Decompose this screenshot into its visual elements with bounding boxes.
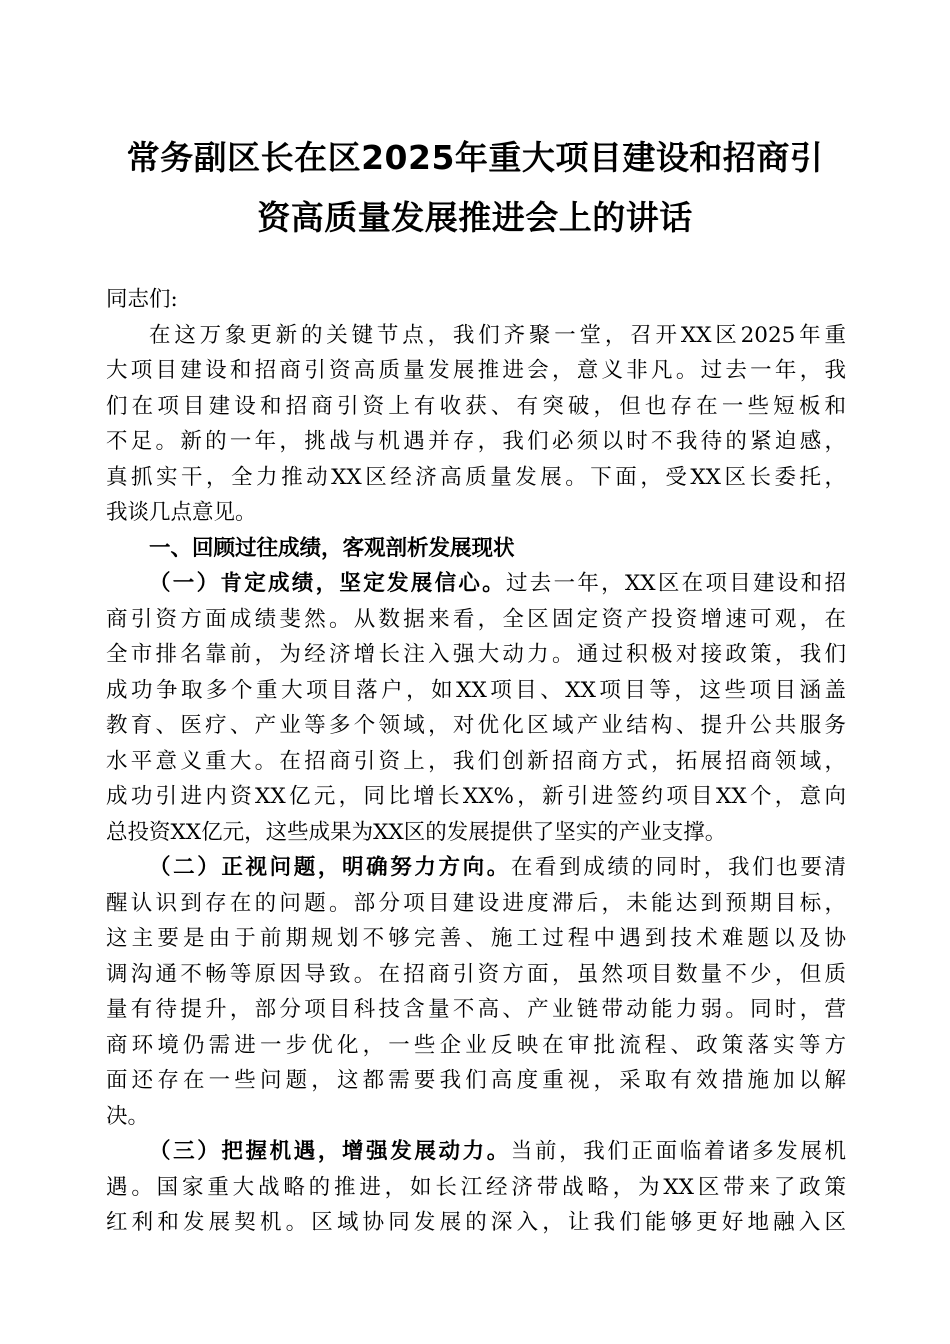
text-line: 不足。新的一年，挑战与机遇并存，我们必须以时不我待的紧迫感，: [106, 429, 846, 454]
text-line: 调沟通不畅等原因导致。在招商引资方面，虽然项目数量不少，但质: [106, 961, 846, 987]
text-line: 全市排名靠前，为经济增长注入强大动力。通过积极对接政策，我们: [106, 642, 846, 667]
text-line: [106, 566, 846, 602]
paragraph-achievements: [106, 566, 846, 850]
text-line: 面还存在一些问题，这都需要我们高度重视，采取有效措施加以解: [106, 1068, 846, 1093]
text-line: 商环境仍需进一步优化，一些企业反映在审批流程、政策落实等方: [106, 1032, 846, 1058]
text-line: 醒认识到存在的问题。部分项目建设进度滞后，未能达到预期目标，: [106, 890, 846, 916]
title-line-1: 常务副区长在区2025年重大项目建设和招商引: [126, 138, 824, 177]
text-line: 们在项目建设和招商引资上有收获、有突破，但也存在一些短板和: [106, 393, 846, 419]
text-line: [106, 1134, 846, 1170]
text-line: 决。: [106, 1103, 150, 1129]
paragraph-lead: （三）把握机遇，增强发展动力。: [149, 1139, 511, 1164]
paragraph-lead: （一）肯定成绩，坚定发展信心。: [149, 571, 506, 596]
salutation: 同志们:: [106, 287, 178, 312]
paragraph-lead: （二）正视问题，明确努力方向。: [149, 855, 511, 880]
text-line: [106, 850, 846, 886]
text-line: 在这万象更新的关键节点，我们齐聚一堂，召开XX区2025年重: [149, 322, 846, 348]
intro-paragraph: [106, 318, 846, 531]
text-line: 大项目建设和招商引资高质量发展推进会，意义非凡。过去一年，我: [106, 358, 846, 383]
text-line: 成功争取多个重大项目落户，如XX项目、XX项目等，这些项目涵盖: [106, 677, 846, 703]
document-title: [100, 128, 850, 248]
text-line: 这主要是由于前期规划不够完善、施工过程中遇到技术难题以及协: [106, 926, 846, 951]
text-line: 总投资XX亿元，这些成果为XX区的发展提供了坚实的产业支撑。: [106, 819, 727, 845]
paragraph-first-text: 当前，我们正面临着诸多发展机: [510, 1139, 846, 1164]
text-line: 商引资方面成绩斐然。从数据来看，全区固定资产投资增速可观，在: [106, 606, 846, 632]
text-line: 红利和发展契机。区域协同发展的深入，让我们能够更好地融入区: [106, 1210, 846, 1235]
paragraph-problems: [106, 850, 846, 1134]
document-body: [106, 282, 846, 1241]
title-line-2: 资高质量发展推进会上的讲话: [257, 198, 693, 237]
text-line: 我谈几点意见。: [106, 500, 257, 525]
text-line: 成功引进内资XX亿元，同比增长XX%，新引进签约项目XX个，意向: [106, 784, 846, 809]
paragraph-first-text: 过去一年，XX区在项目建设和招: [505, 571, 846, 596]
text-line: 水平意义重大。在招商引资上，我们创新招商方式，拓展招商领域，: [106, 748, 846, 774]
section-heading: 一、回顾过往成绩，客观剖析发展现状: [149, 535, 515, 561]
paragraph-opportunities: [106, 1134, 846, 1241]
text-line: 量有待提升，部分项目科技含量不高、产业链带动能力弱。同时，营: [106, 997, 846, 1022]
text-line: 遇。国家重大战略的推进，如长江经济带战略，为XX区带来了政策: [106, 1174, 846, 1200]
paragraph-first-text: 在看到成绩的同时，我们也要清: [510, 855, 846, 880]
text-line: 真抓实干，全力推动XX区经济高质量发展。下面，受XX区长委托，: [106, 464, 846, 490]
text-line: 教育、医疗、产业等多个领域，对优化区域产业结构、提升公共服务: [106, 713, 846, 738]
